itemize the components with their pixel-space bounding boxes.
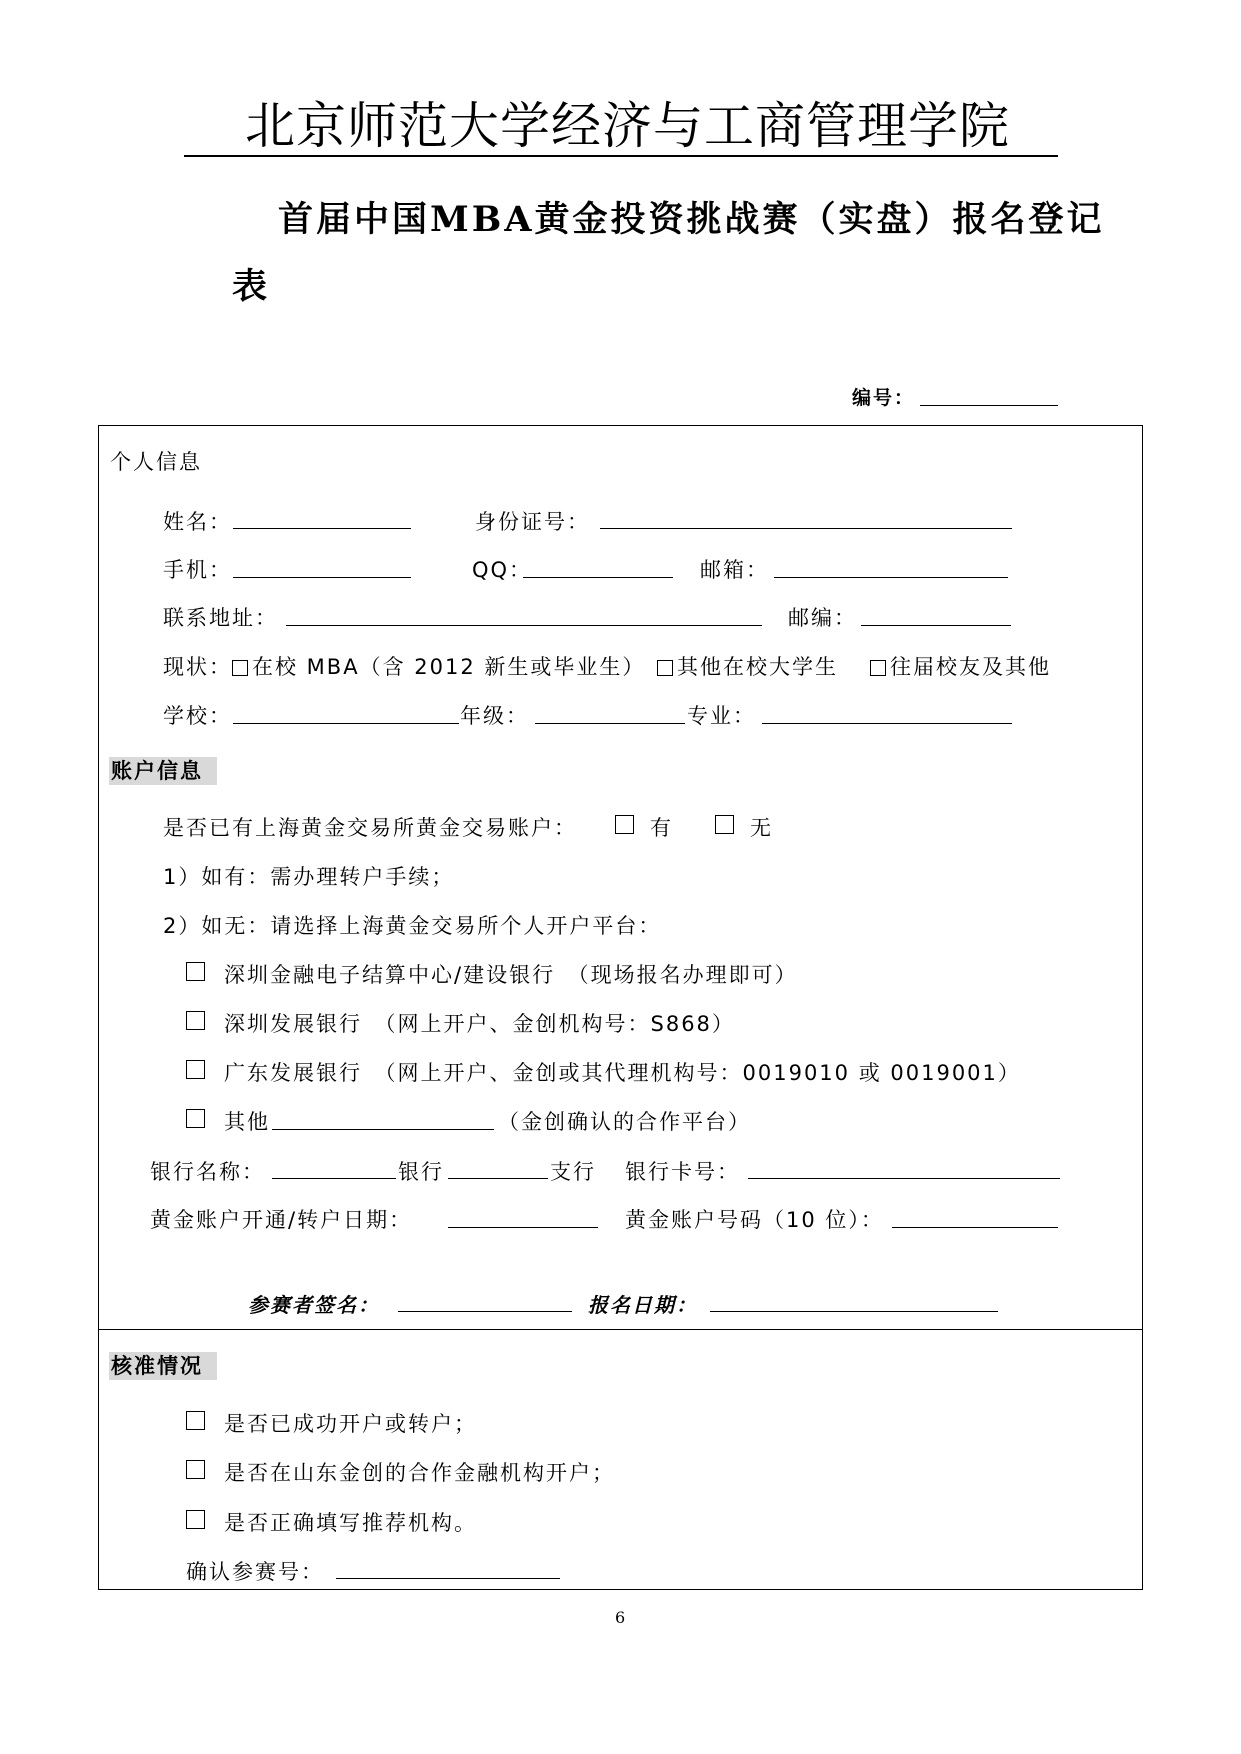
mobile-label: 手机： xyxy=(163,558,232,582)
personal-section-label: 个人信息 xyxy=(110,450,202,474)
status-label: 现状： xyxy=(163,655,232,679)
platform-other-checkbox[interactable] xyxy=(186,1109,205,1128)
confirm-number-field[interactable] xyxy=(336,1578,560,1579)
qq-label: QQ： xyxy=(472,558,533,582)
platform-option-1: 深圳金融电子结算中心/建设银行 （现场报名办理即可） xyxy=(224,963,798,987)
email-label: 邮箱： xyxy=(700,558,769,582)
bank-label: 银行 xyxy=(398,1160,444,1184)
signup-date-label: 报名日期： xyxy=(588,1293,698,1317)
id-number-field[interactable] xyxy=(600,528,1012,529)
signature-field[interactable] xyxy=(398,1311,572,1312)
name-field[interactable] xyxy=(233,528,411,529)
address-label: 联系地址： xyxy=(163,606,278,630)
account-note-1: 1）如有：需办理转户手续； xyxy=(163,865,455,889)
status-mba-label: 在校 MBA（含 2012 新生或毕业生） xyxy=(252,655,646,679)
institution-title: 北京师范大学经济与工商管理学院 xyxy=(245,97,1010,155)
approval-check-3: 是否正确填写推荐机构。 xyxy=(224,1511,477,1535)
platform-option-3: 广东发展银行 （网上开户、金创或其代理机构号：0019010 或 0019001） xyxy=(224,1061,1021,1085)
bank-name-field[interactable] xyxy=(272,1178,396,1179)
status-option3 xyxy=(870,651,1051,681)
account-no-checkbox[interactable] xyxy=(715,815,734,834)
grade-label: 年级： xyxy=(460,704,529,728)
status-mba-checkbox[interactable] xyxy=(232,660,248,676)
approval-check-3-checkbox[interactable] xyxy=(186,1510,205,1529)
mobile-field[interactable] xyxy=(233,577,411,578)
page-number: 6 xyxy=(615,1608,626,1627)
approval-check-1-checkbox[interactable] xyxy=(186,1411,205,1430)
status-row xyxy=(163,651,645,681)
approval-section-label: 核准情况 xyxy=(109,1350,217,1380)
open-date-label: 黄金账户开通/转户日期： xyxy=(150,1208,413,1232)
platform-other-suffix: （金创确认的合作平台） xyxy=(498,1110,751,1134)
major-field[interactable] xyxy=(762,723,1012,724)
zip-label: 邮编： xyxy=(788,606,857,630)
status-alumni-checkbox[interactable] xyxy=(870,660,886,676)
zip-field[interactable] xyxy=(861,625,1011,626)
status-student-label: 其他在校大学生 xyxy=(677,655,838,679)
form-title-line2: 表 xyxy=(232,266,271,307)
account-no-label: 无 xyxy=(750,816,773,840)
grade-field[interactable] xyxy=(535,723,685,724)
email-field[interactable] xyxy=(774,577,1008,578)
form-title-line1: 首届中国MBA黄金投资挑战赛（实盘）报名登记 xyxy=(278,199,1105,240)
account-no-label: 黄金账户号码（10 位）： xyxy=(625,1208,884,1232)
account-question: 是否已有上海黄金交易所黄金交易账户： xyxy=(163,816,577,840)
open-date-field[interactable] xyxy=(448,1227,598,1228)
approval-check-1: 是否已成功开户或转户； xyxy=(224,1412,477,1436)
status-student-checkbox[interactable] xyxy=(657,660,673,676)
name-label: 姓名： xyxy=(163,510,232,534)
account-section-label: 账户信息 xyxy=(109,755,217,785)
card-field[interactable] xyxy=(748,1178,1060,1179)
qq-field[interactable] xyxy=(523,577,673,578)
serial-label: 编号： xyxy=(852,387,916,409)
section-divider xyxy=(98,1329,1143,1330)
branch-field[interactable] xyxy=(448,1178,548,1179)
platform-option-2-checkbox[interactable] xyxy=(186,1011,205,1030)
school-field[interactable] xyxy=(233,723,459,724)
confirm-number-label: 确认参赛号： xyxy=(186,1560,324,1584)
bank-name-label: 银行名称： xyxy=(150,1160,265,1184)
status-alumni-label: 往届校友及其他 xyxy=(890,655,1051,679)
signature-label: 参赛者签名： xyxy=(248,1293,380,1317)
platform-option-1-checkbox[interactable] xyxy=(186,962,205,981)
id-label: 身份证号： xyxy=(475,510,590,534)
account-yes-checkbox[interactable] xyxy=(615,815,634,834)
platform-other-field[interactable] xyxy=(272,1129,494,1130)
header-rule xyxy=(184,155,1058,157)
platform-option-2: 深圳发展银行 （网上开户、金创机构号：S868） xyxy=(224,1012,735,1036)
address-field[interactable] xyxy=(286,625,762,626)
major-label: 专业： xyxy=(687,704,756,728)
signup-date-field[interactable] xyxy=(710,1311,998,1312)
approval-check-2: 是否在山东金创的合作金融机构开户； xyxy=(224,1461,615,1485)
account-note-2: 2）如无：请选择上海黄金交易所个人开户平台： xyxy=(163,914,662,938)
school-label: 学校： xyxy=(163,704,232,728)
card-label: 银行卡号： xyxy=(625,1160,740,1184)
status-option2 xyxy=(657,651,838,681)
platform-option-3-checkbox[interactable] xyxy=(186,1060,205,1079)
serial-field[interactable] xyxy=(920,405,1058,406)
account-yes-label: 有 xyxy=(650,816,673,840)
approval-check-2-checkbox[interactable] xyxy=(186,1460,205,1479)
account-no-field[interactable] xyxy=(892,1227,1058,1228)
branch-label: 支行 xyxy=(550,1160,596,1184)
platform-other-label: 其他 xyxy=(224,1110,270,1134)
